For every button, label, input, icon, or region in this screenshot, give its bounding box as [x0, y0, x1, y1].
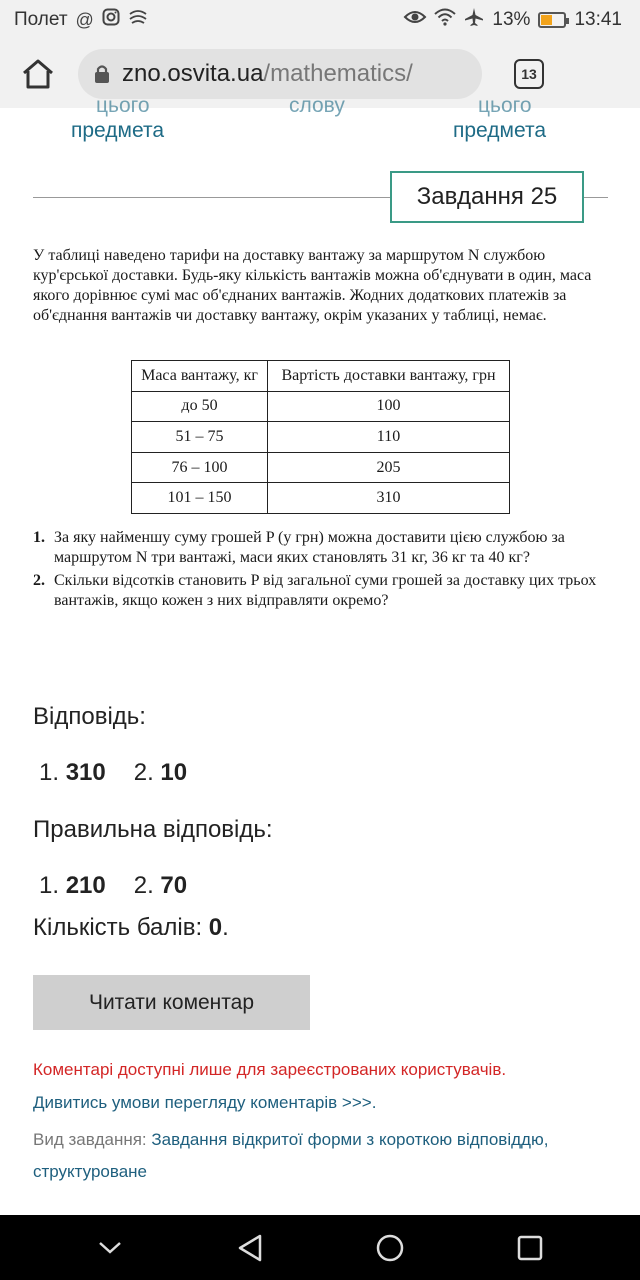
correct-answer-item: 2. 70: [133, 872, 188, 899]
lock-icon: [94, 64, 110, 84]
table-cell-mass: до 50: [132, 391, 268, 422]
correct-answer-value: 70: [160, 872, 188, 899]
battery-percent: 13%: [492, 9, 531, 30]
task-type: [33, 1124, 593, 1188]
system-nav-bar: [0, 1215, 640, 1280]
correct-answer-value: 210: [65, 872, 106, 899]
question-number: 1.: [33, 529, 45, 546]
table-cell-mass: 51 – 75: [132, 422, 268, 453]
score-value: 0: [208, 914, 223, 941]
url-host: zno.osvita.ua: [122, 60, 264, 87]
table-cell-cost: 205: [268, 452, 510, 483]
nav-recents-button[interactable]: [505, 1223, 555, 1273]
comments-notice: Коментарі доступні лише для зареєстрованих користувачів.: [33, 1060, 507, 1079]
nav-link-prev[interactable]: предмета: [71, 119, 165, 142]
user-answers: [39, 759, 187, 787]
problem-text: [33, 246, 608, 326]
answer-value: 310: [65, 759, 106, 786]
task-title: Завдання 25: [390, 171, 584, 223]
url-path: /mathematics/: [263, 60, 413, 87]
problem-intro: У таблиці наведено тарифи на доставку вантажу за маршрутом N службою кур'єрської доставки. Будь-яку кількість вантажів можна об'єднувати в один, маса якого дорівнює сумі мас об'єднаних вантажів. Жодних додаткових платежів за об'єднання вантажів чи доставку вантажу, окрім указаних у таблиці, немає.: [33, 247, 592, 324]
read-comment-button[interactable]: Читати коментар: [33, 975, 310, 1030]
correct-answer-item: 1. 210: [39, 872, 106, 899]
nav-back-button[interactable]: [225, 1223, 275, 1273]
nav-collapse-button[interactable]: [85, 1223, 135, 1273]
wifi-icon: [434, 8, 456, 32]
battery-icon: [538, 12, 566, 28]
home-icon: [21, 58, 55, 90]
instagram-icon: [102, 8, 120, 32]
comments-rules-link[interactable]: Дивитись умови перегляду коментарів >>>.: [33, 1093, 377, 1112]
answer-value: 10: [160, 759, 188, 786]
clock: 13:41: [574, 9, 622, 30]
nav-link-next[interactable]: предмета: [453, 119, 547, 142]
table-header-mass: Маса вантажу, кг: [132, 361, 268, 392]
correct-answer-label: Правильна відповідь:: [33, 816, 273, 843]
nav-home-button[interactable]: [365, 1223, 415, 1273]
table-row: [132, 422, 510, 453]
table-row: [132, 452, 510, 483]
nav-link-next-top[interactable]: цього: [478, 94, 532, 117]
sync-icon: [128, 8, 148, 32]
correct-answers: [39, 872, 187, 900]
table-cell-cost: 100: [268, 391, 510, 422]
score-line: Кількість балів: 0.: [33, 914, 229, 941]
task-type-label: Вид завдання:: [33, 1130, 152, 1149]
status-bar: [0, 0, 640, 40]
tab-count: 13: [521, 66, 537, 82]
table-row: [132, 483, 510, 514]
chevron-down-icon: [97, 1240, 123, 1256]
table-header-row: [132, 361, 510, 392]
table-row: [132, 391, 510, 422]
question-item: [33, 528, 613, 567]
at-icon: @: [75, 9, 94, 30]
subject-nav: [0, 94, 640, 148]
table-cell-cost: 110: [268, 422, 510, 453]
table-cell-cost: 310: [268, 483, 510, 514]
eye-icon: [404, 9, 426, 31]
carrier-label: Полет: [14, 9, 68, 30]
table-header-cost: Вартість доставки вантажу, грн: [268, 361, 510, 392]
answer-item: 1. 310: [39, 759, 106, 786]
question-text: Скільки відсотків становить P від загальної суми грошей за доставку цих трьох вантажів, якщо кожен з них відправляти окремо?: [54, 572, 597, 609]
nav-link-middle-top[interactable]: слову: [289, 94, 345, 117]
answer-item: 2. 10: [133, 759, 188, 786]
questions-list: [33, 528, 613, 614]
question-number: 2.: [33, 572, 45, 589]
table-cell-mass: 76 – 100: [132, 452, 268, 483]
back-triangle-icon: [236, 1233, 264, 1263]
table-cell-mass: 101 – 150: [132, 483, 268, 514]
question-text: За яку найменшу суму грошей P (у грн) можна доставити цією службою за маршрутом N три вантажі, маси яких становлять 31 кг, 36 кг та 40 кг?: [54, 529, 565, 566]
home-circle-icon: [375, 1233, 405, 1263]
airplane-icon: [464, 7, 484, 33]
home-button[interactable]: [16, 52, 60, 96]
task-type-link[interactable]: Завдання відкритої форми з короткою відповіддю, структуроване: [33, 1130, 549, 1181]
answer-label: Відповідь:: [33, 703, 146, 730]
address-bar[interactable]: [78, 49, 482, 99]
nav-link-prev-top[interactable]: цього: [96, 94, 150, 117]
tariff-table: [131, 360, 510, 514]
recents-square-icon: [516, 1234, 544, 1262]
question-item: [33, 571, 613, 610]
score-label: Кількість балів:: [33, 914, 209, 941]
tab-switcher-button[interactable]: [514, 59, 544, 89]
